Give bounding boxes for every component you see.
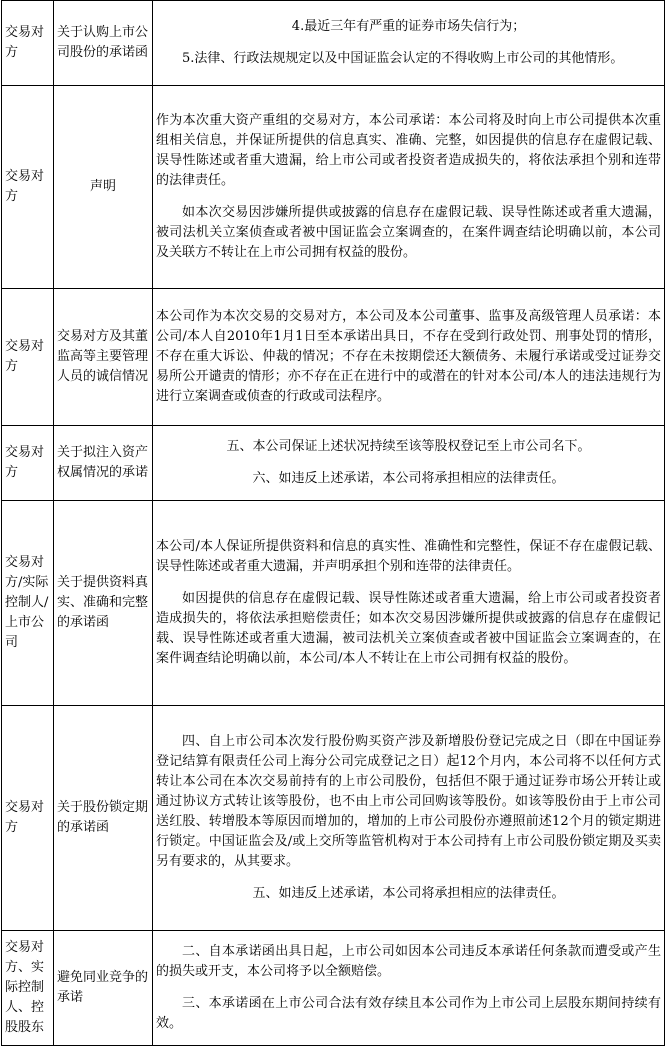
party-cell: 交易对方: [2, 1, 54, 86]
topic-cell: 声明: [54, 86, 153, 289]
topic-cell: 关于认购上市公司股份的承诺函: [54, 1, 153, 86]
topic-cell: 关于提供资料真实、准确和完整的承诺函: [54, 501, 153, 706]
party-cell: 交易对方: [2, 426, 54, 501]
content-cell: [153, 501, 665, 706]
topic-cell: 避免同业竞争的承诺: [54, 931, 153, 1046]
table-row: [2, 706, 665, 931]
table-row: [2, 426, 665, 501]
table-row: [2, 931, 665, 1046]
table-row: [2, 86, 665, 289]
commitment-table: [1, 0, 665, 1046]
table-row: [2, 1, 665, 86]
content-cell: [153, 706, 665, 931]
content-cell: [153, 86, 665, 289]
content-cell: [153, 931, 665, 1046]
paragraph: 5.法律、行政法规规定以及中国证监会认定的不得收购上市公司的其他情形。: [182, 51, 624, 66]
party-cell: 交易对方/实际控制人/上市公司: [2, 501, 54, 706]
paragraph: 4.最近三年有严重的证券市场失信行为；: [291, 19, 526, 34]
paragraph: 四、自上市公司本次发行股份购买资产涉及新增股份登记完成之日（即在中国证券登记结算有限责任公司上海分公司完成登记之日）起12个月内，本公司将不以任何方式转让本公司在本次交易前持有的上市公司股份，包括但不限于通过证券市场公开转让或通过协议方式转让该等股份，也不由上市公司回购该等股份。如该等股份由于上市公司送红股、转增股本等原因而增加的，增加的上市公司股份亦遵照前述12个月的锁定期进行锁定。中国证监会及/或上交所等监管机构对于本公司持有上市公司股份锁定期及买卖另有要求的，从其要求。: [156, 734, 661, 869]
paragraph: 六、如违反上述承诺，本公司将承担相应的法律责任。: [252, 471, 565, 486]
paragraph: 五、本公司保证上述状况持续至该等股权登记至上市公司名下。: [226, 439, 591, 454]
topic-cell: 关于股份锁定期的承诺函: [54, 706, 153, 931]
paragraph: 本公司/本人保证所提供资料和信息的真实性、准确性和完整性，保证不存在虚假记载、误导性陈述或者重大遗漏，并声明承担个别和连带的法律责任。: [156, 539, 661, 574]
paragraph: 本公司作为本次交易的交易对方，本公司及本公司董事、监事及高级管理人员承诺：本公司/本人自2010年1月1日至本承诺出具日，不存在受到行政处罚、刑事处罚的情形，不存在重大诉讼、仲裁的情况；不存在未按期偿还大额债务、未履行承诺或受过证券交易所公开谴责的情形；亦不存在正在进行中的或潜在的针对本公司/本人的违法违规行为进行立案调查或侦查的行政或司法程序。: [156, 309, 661, 404]
topic-cell: 关于拟注入资产权属情况的承诺: [54, 426, 153, 501]
content-cell: [153, 289, 665, 426]
table-row: [2, 289, 665, 426]
paragraph: 如本次交易因涉嫌所提供或披露的信息存在虚假记载、误导性陈述或者重大遗漏，被司法机关立案侦查或者被中国证监会立案调查的，在案件调查结论明确以前，本公司及关联方不转让在上市公司拥有权益的股份。: [156, 205, 661, 260]
party-cell: 交易对方: [2, 706, 54, 931]
paragraph: 如因提供的信息存在虚假记载、误导性陈述或者重大遗漏，给上市公司或者投资者造成损失的，将依法承担赔偿责任；如本次交易因涉嫌所提供或披露的信息存在虚假记载、误导性陈述或者重大遗漏，被司法机关立案侦查或者被中国证监会立案调查的，在案件调查结论明确以前，本公司/本人不转让在上市公司拥有权益的股份。: [156, 591, 661, 666]
paragraph: 五、如违反上述承诺，本公司将承担相应的法律责任。: [252, 886, 565, 901]
paragraph: 作为本次重大资产重组的交易对方，本公司承诺：本公司将及时向上市公司提供本次重组相关信息，并保证所提供的信息真实、准确、完整，如因提供的信息存在虚假记载、误导性陈述或者重大遗漏，给上市公司或者投资者造成损失的，将依法承担个别和连带的法律责任。: [156, 113, 661, 188]
content-cell: [153, 1, 665, 86]
table-row: [2, 501, 665, 706]
party-cell: 交易对方: [2, 289, 54, 426]
paragraph: 三、本承诺函在上市公司合法有效存续且本公司作为上市公司上层股东期间持续有效。: [156, 996, 661, 1031]
party-cell: 交易对方、实际控制人、控股股东: [2, 931, 54, 1046]
paragraph: 二、自本承诺函出具日起，上市公司如因本公司违反本承诺任何条款而遭受或产生的损失或开支，本公司将予以全额赔偿。: [156, 944, 661, 979]
topic-cell: 交易对方及其董监高等主要管理人员的诚信情况: [54, 289, 153, 426]
content-cell: [153, 426, 665, 501]
party-cell: 交易对方: [2, 86, 54, 289]
